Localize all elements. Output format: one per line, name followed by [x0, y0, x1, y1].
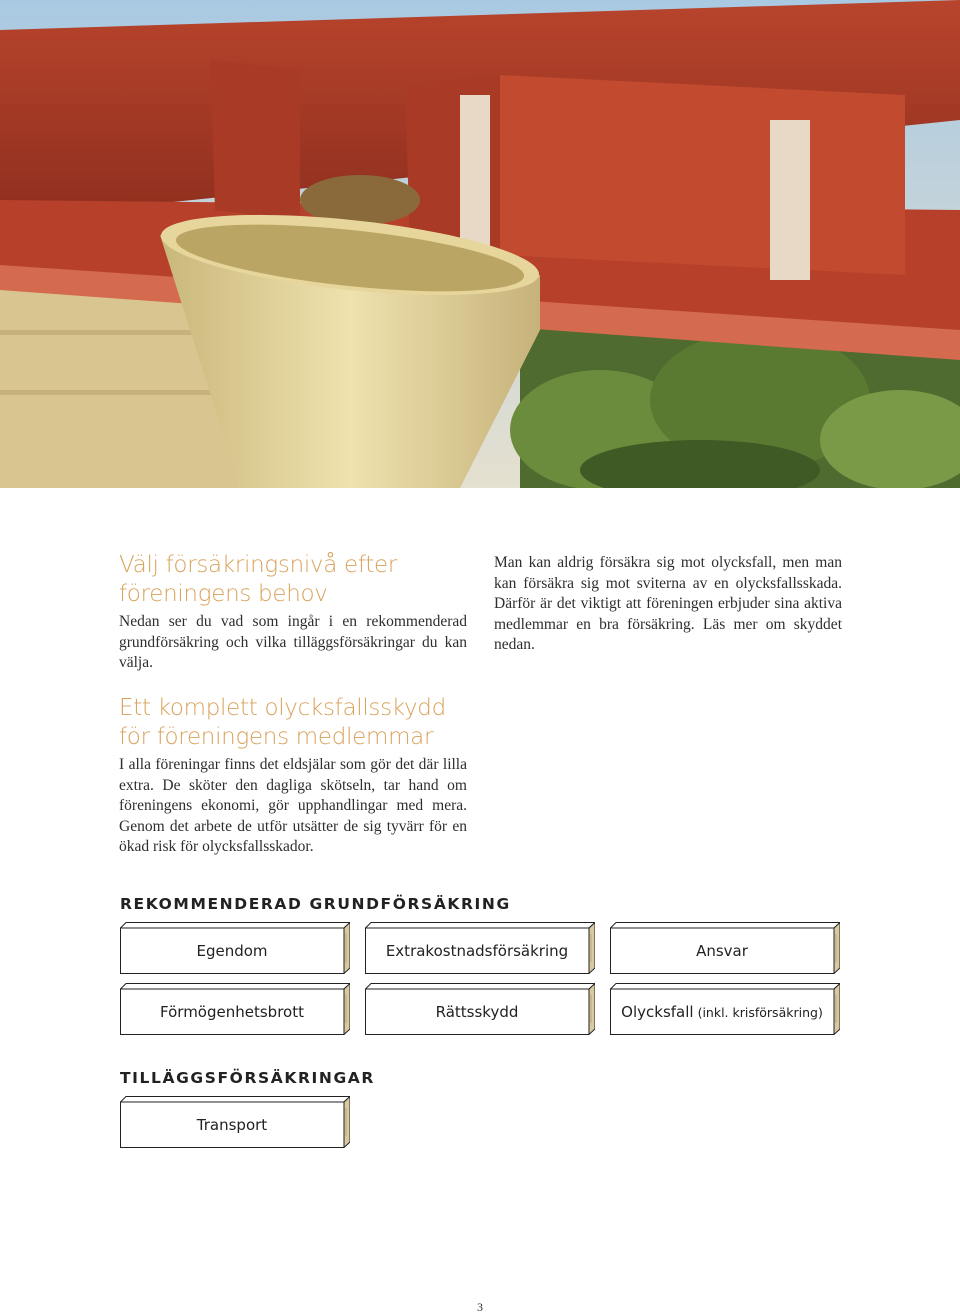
page-number: 3: [477, 1300, 483, 1313]
intro-title-line2: föreningens behov: [119, 581, 328, 607]
coverage-label: Egendom: [196, 942, 268, 960]
coverage-box-ansvar: [610, 922, 840, 974]
addon-box-transport: [120, 1096, 350, 1148]
intro-title: [119, 551, 467, 609]
addon-label: Transport: [196, 1116, 268, 1134]
header-photo: [0, 0, 960, 488]
coverage-box-olycksfall: [610, 983, 840, 1035]
coverage-label-main: Olycksfall: [621, 1003, 694, 1021]
accident-title-line1: Ett komplett olycksfallsskydd: [119, 695, 446, 721]
intro-body: Nedan ser du vad som ingår i en rekommenderad grundförsäkring och vilka tilläggsförsäkringar du kan välja.: [119, 613, 467, 671]
coverage-label: Rättsskydd: [435, 1003, 519, 1021]
aside-section: [494, 553, 842, 656]
aside-body: Man kan aldrig försäkra sig mot olycksfall, men man kan försäkra sig mot sviterna av en olycksfallsskada. Därför är det viktigt att föreningen erbjuder sina aktiva medlemmar en bra försäkring. Läs mer om skyddet nedan.: [494, 554, 842, 653]
coverage-label-note: (inkl. krisförsäkring): [697, 1004, 823, 1020]
accident-section: [119, 694, 467, 858]
coverage-label: Förmögenhetsbrott: [160, 1003, 304, 1021]
gutter-photo-icon: [0, 0, 960, 488]
recommended-label: REKOMMENDERAD GRUNDFÖRSÄKRING: [120, 895, 511, 913]
coverage-box-rattsskydd: [365, 983, 595, 1035]
coverage-label: [610, 989, 834, 1035]
intro-section: [119, 551, 467, 674]
coverage-label: Ansvar: [696, 942, 748, 960]
accident-title-line2: för föreningens medlemmar: [119, 724, 434, 750]
addons-label: TILLÄGGSFÖRSÄKRINGAR: [120, 1069, 375, 1087]
accident-body: I alla föreningar finns det eldsjälar som gör det där lilla extra. De sköter den dagliga skötseln, tar hand om föreningens ekonomi, gör upphandlingar med mera. Genom det arbete de utför utsätter de sig tyvärr för en ökad risk för olycksfallsskador.: [119, 756, 467, 855]
coverage-box-formogenhetsbrott: [120, 983, 350, 1035]
coverage-label: Extrakostnadsförsäkring: [385, 942, 569, 960]
coverage-box-extrakostnad: [365, 922, 595, 974]
intro-title-line1: Välj försäkringsnivå efter: [119, 552, 398, 578]
coverage-box-egendom: [120, 922, 350, 974]
accident-title: [119, 694, 467, 752]
